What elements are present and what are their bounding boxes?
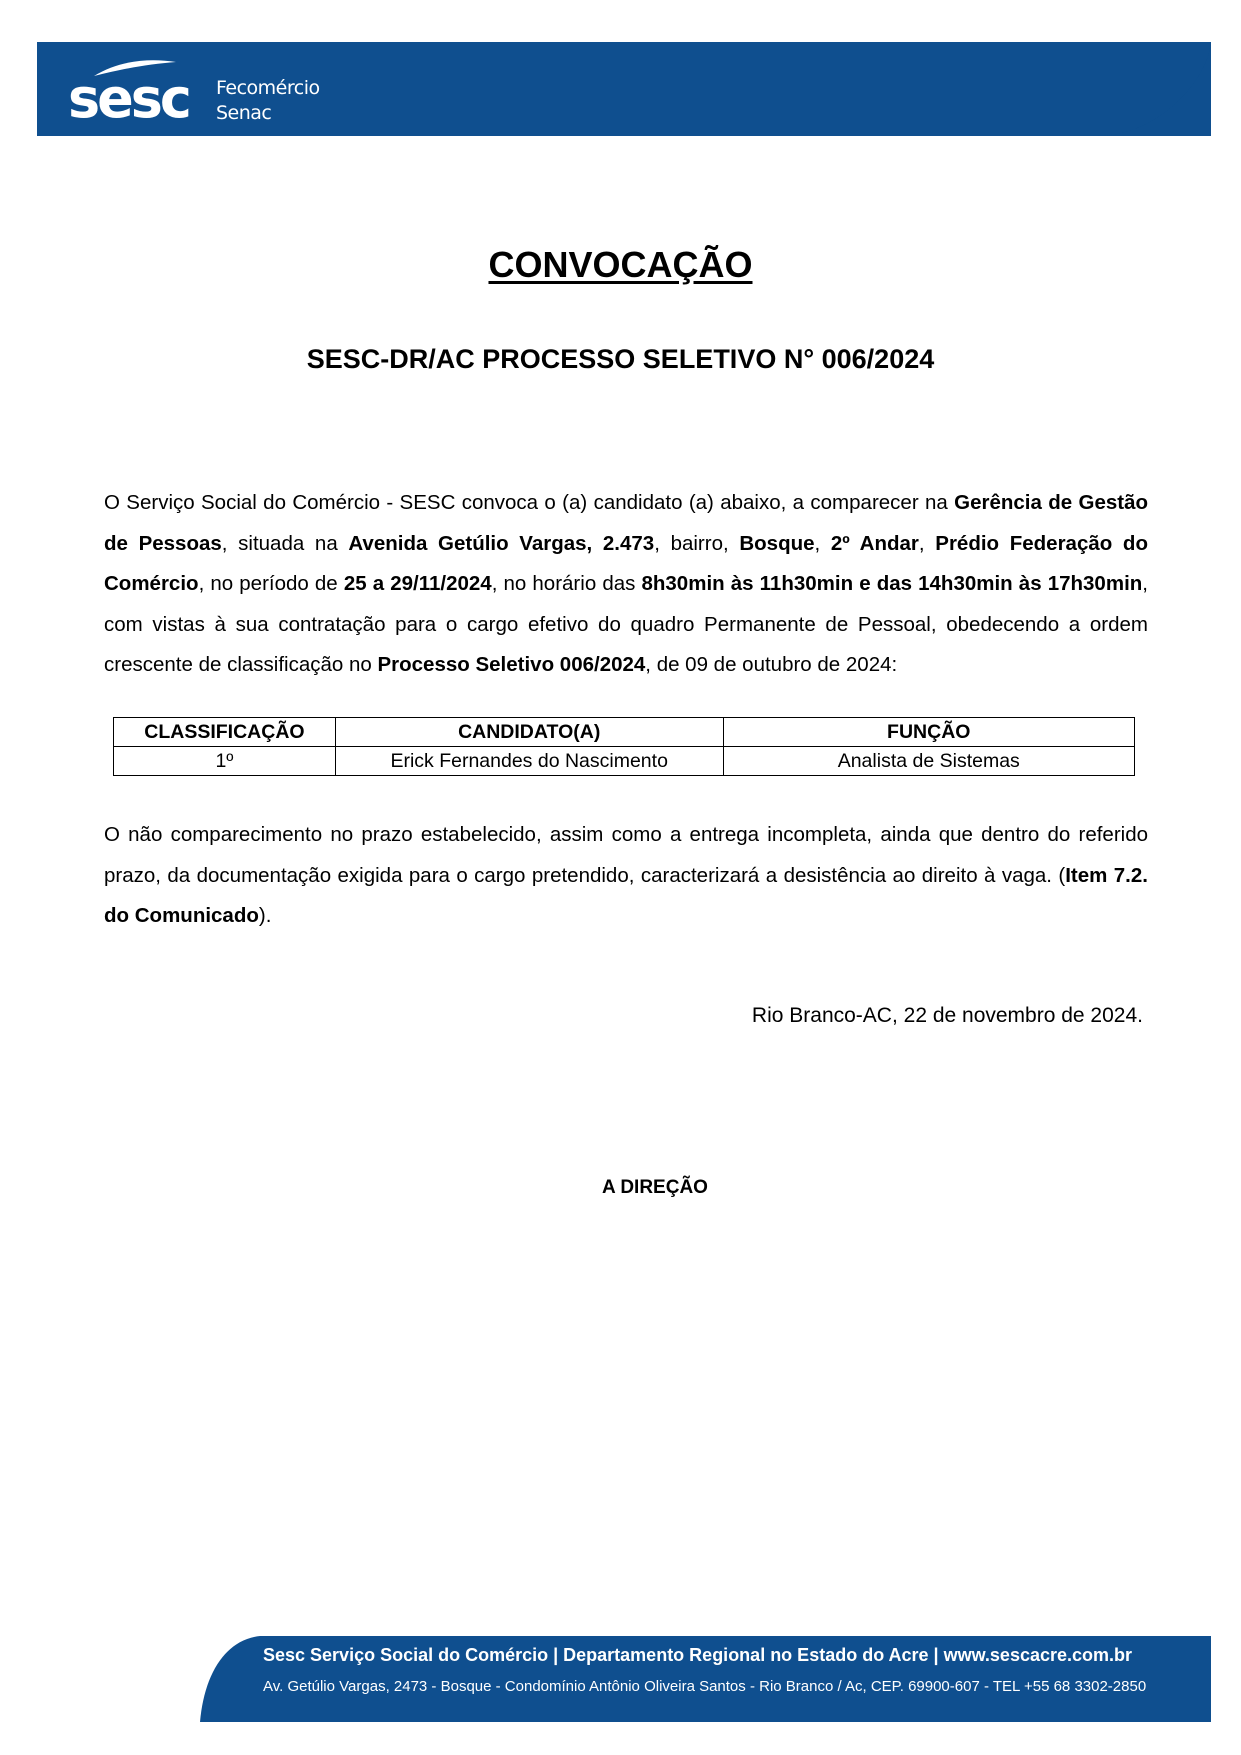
- candidates-table: [113, 717, 1135, 776]
- cell-candidato: Erick Fernandes do Nascimento: [335, 747, 723, 776]
- footer-address-line: Av. Getúlio Vargas, 2473 - Bosque - Condomínio Antônio Oliveira Santos - Rio Branco / Ac, CEP. 69900-607 - TEL +55 68 3302-2850: [263, 1678, 1147, 1695]
- text-run: , no horário das: [491, 572, 642, 595]
- bold-text-run: Processo Seletivo 006/2024: [377, 653, 646, 676]
- notice-paragraph: [104, 815, 1148, 937]
- signature: A DIREÇÃO: [602, 1177, 708, 1198]
- text-run: O Serviço Social do Comércio - SESC convoca o (a) candidato (a) abaixo, a comparecer na: [104, 491, 955, 514]
- bold-text-run: 2º Andar: [830, 531, 919, 555]
- header-band: [37, 42, 1211, 136]
- bold-text-run: 25 a 29/11/2024: [343, 572, 492, 595]
- logo-fecomercio: Fecomércio: [216, 77, 320, 99]
- text-run: , bairro,: [654, 531, 740, 555]
- text-run: , com vistas à sua contratação para o cargo efetivo do quadro Permanente de Pessoal, obedecendo a ordem crescente de classificação no: [104, 572, 1148, 676]
- bold-text-run: Prédio Federação do Comércio: [104, 531, 1148, 595]
- document-subtitle: SESC-DR/AC PROCESSO SELETIVO N° 006/2024: [306, 344, 935, 374]
- table-header-row: [114, 718, 1135, 747]
- header-candidato: CANDIDATO(A): [335, 718, 723, 747]
- bold-text-run: Item 7.2. do Comunicado: [104, 863, 1148, 927]
- document-title: CONVOCAÇÃO: [488, 244, 753, 285]
- place-date: Rio Branco-AC, 22 de novembro de 2024.: [751, 1004, 1143, 1027]
- logo-senac: Senac: [216, 102, 272, 124]
- text-run: O não comparecimento no prazo estabelecido, assim como a entrega incompleta, ainda que dentro do referido prazo, da documentação exigida para o cargo pretendido, caracterizará a desistência ao direito à vaga. (: [104, 823, 1148, 887]
- bold-text-run: Gerência de Gestão de Pessoas: [104, 491, 1148, 555]
- text-run: ,: [918, 531, 936, 555]
- bold-text-run: 8h30min às 11h30min e das 14h30min às 17h30min: [641, 572, 1143, 595]
- sesc-logo: sesc: [68, 67, 189, 130]
- header-shape: [37, 42, 1211, 136]
- text-run: , de 09 de outubro de 2024:: [645, 653, 898, 676]
- text-run: ,: [814, 531, 831, 555]
- cell-funcao: Analista de Sistemas: [723, 747, 1135, 776]
- cell-classificacao: 1º: [114, 747, 336, 776]
- text-run: , no período de: [198, 572, 344, 595]
- text-run: ).: [258, 904, 272, 927]
- bold-text-run: Bosque: [739, 531, 815, 555]
- table-row: [114, 747, 1135, 776]
- header-classificacao: CLASSIFICAÇÃO: [114, 718, 336, 747]
- footer-org-line: Sesc Serviço Social do Comércio | Departamento Regional no Estado do Acre | www.sescacre.com.br: [263, 1645, 1133, 1665]
- bold-text-run: Avenida Getúlio Vargas, 2.473: [348, 531, 655, 555]
- header-funcao: FUNÇÃO: [723, 718, 1135, 747]
- text-run: , situada na: [221, 531, 349, 555]
- convocation-paragraph: [104, 483, 1148, 686]
